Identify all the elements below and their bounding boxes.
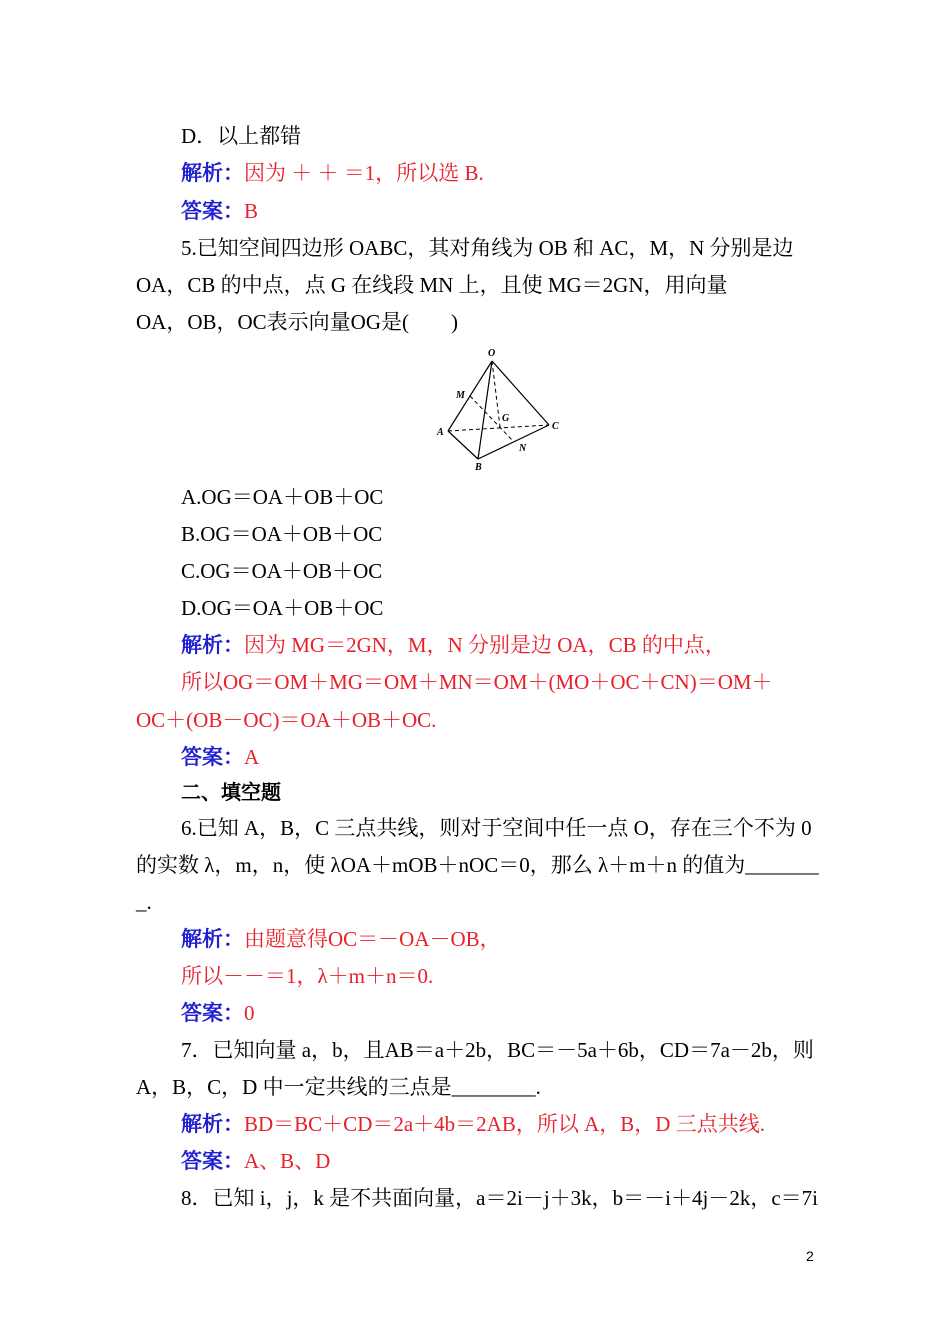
label-o: O: [488, 348, 496, 359]
q5-analysis-line1: [181, 631, 726, 659]
q5-stem-line1: 5.已知空间四边形 OABC，其对角线为 OB 和 AC，M，N 分别是边: [181, 236, 794, 260]
answer-text: A: [244, 745, 260, 769]
q5-option-a: A.OG＝OA＋OB＋OC: [181, 485, 384, 509]
q6-stem-line2: 的实数 λ，m，n，使 λOA＋mOB＋nOC＝0，那么 λ＋m＋n 的值为_______: [136, 853, 819, 877]
q6-answer: [181, 999, 255, 1027]
analysis-text: 因为 MG＝2GN，M，N 分别是边 OA，CB 的中点，: [244, 633, 726, 657]
answer-text: 0: [244, 1001, 255, 1025]
label-m: M: [456, 390, 465, 401]
q7-stem-line2: A，B，C，D 中一定共线的三点是________.: [136, 1075, 541, 1099]
analysis-text: 因为 ＋ ＋ ＝1，所以选 B.: [244, 161, 484, 185]
label-n: N: [519, 443, 527, 454]
answer-label: 答案：: [181, 745, 244, 769]
answer-label: 答案：: [181, 1001, 244, 1025]
q7-answer: [181, 1147, 330, 1175]
q8-stem-line1: 8．已知 i，j，k 是不共面向量，a＝2i－j＋3k，b＝－i＋4j－2k，c＝7i: [181, 1186, 818, 1210]
analysis-text: 由题意得OC＝－OA－OB，: [244, 927, 501, 951]
q6-analysis-line2: 所以－－＝1，λ＋m＋n＝0.: [181, 964, 434, 988]
q5-answer: [181, 743, 259, 771]
analysis-label: 解析：: [181, 927, 244, 951]
page-number: 2: [806, 1248, 814, 1264]
q4-answer: [181, 197, 258, 225]
analysis-text: BD＝BC＋CD＝2a＋4b＝2AB，所以 A，B，D 三点共线.: [244, 1112, 765, 1136]
q5-option-b: B.OG＝OA＋OB＋OC: [181, 522, 383, 546]
q5-analysis-line2: 所以OG＝OM＋MG＝OM＋MN＝OM＋(MO＋OC＋CN)＝OM＋: [181, 670, 773, 694]
answer-text: A、B、D: [244, 1149, 331, 1173]
q5-stem-line3: OA，OB，OC表示向量OG是( ): [136, 310, 458, 334]
analysis-label: 解析：: [181, 161, 244, 185]
label-a: A: [437, 427, 444, 438]
q5-option-c: C.OG＝OA＋OB＋OC: [181, 559, 383, 583]
label-b: B: [475, 462, 482, 473]
q5-option-d: D.OG＝OA＋OB＋OC: [181, 596, 384, 620]
answer-text: B: [244, 199, 259, 223]
q5-analysis-line3: OC＋(OB－OC)＝OA＋OB＋OC.: [136, 708, 437, 732]
label-g: G: [502, 413, 510, 424]
q6-analysis-line1: [181, 925, 501, 953]
analysis-label: 解析：: [181, 1112, 244, 1136]
answer-label: 答案：: [181, 199, 244, 223]
q6-stem-line3: _.: [136, 890, 152, 914]
q5-stem-line2: OA，CB 的中点，点 G 在线段 MN 上，且使 MG＝2GN，用向量: [136, 273, 728, 297]
section-heading: 二、填空题: [181, 780, 281, 804]
q7-analysis: [181, 1110, 765, 1138]
answer-label: 答案：: [181, 1149, 244, 1173]
analysis-label: 解析：: [181, 633, 244, 657]
q7-stem-line1: 7．已知向量 a，b，且AB＝a＋2b，BC＝－5a＋6b，CD＝7a－2b，则: [181, 1038, 814, 1062]
q6-stem-line1: 6.已知 A，B，C 三点共线，则对于空间中任一点 O，存在三个不为 0: [181, 816, 812, 840]
q4-analysis: [181, 159, 484, 187]
q4-option-d: D．以上都错: [181, 124, 302, 148]
label-c: C: [552, 421, 559, 432]
tetrahedron-figure: [432, 347, 567, 475]
